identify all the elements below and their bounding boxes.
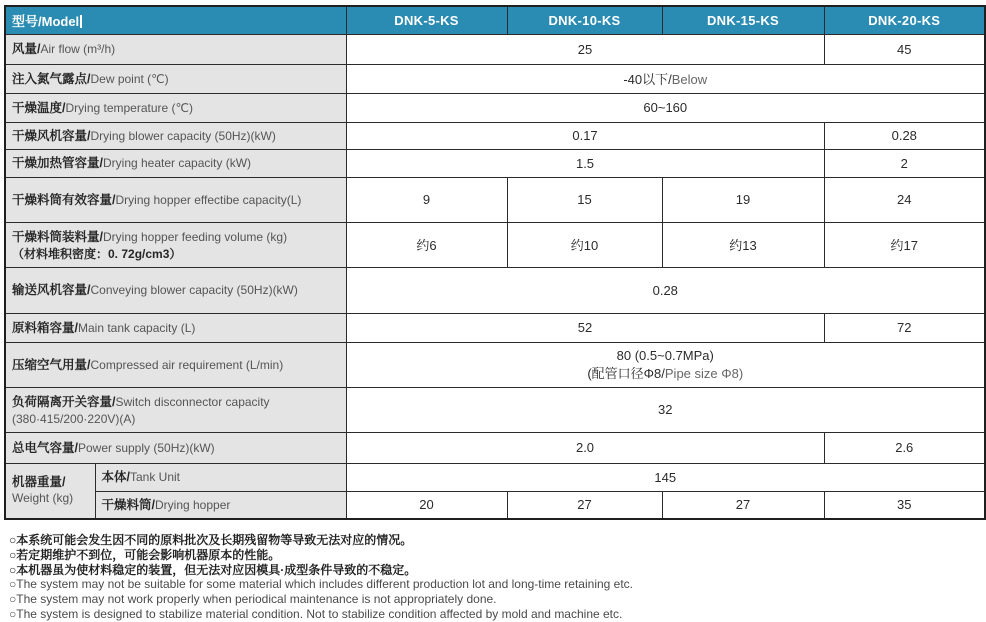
row-label-conveying-blower [5, 267, 346, 313]
value-cell: 约17 [824, 222, 985, 267]
label-en: Drying hopper feeding volume (kg) [102, 230, 288, 244]
label-en: Drying hopper effectibe capacity(L) [115, 192, 302, 207]
value-cell: 19 [662, 177, 824, 222]
row-label-drying-temperature [5, 93, 346, 122]
value-cell: 72 [824, 313, 985, 342]
label-zh: 干燥加热管容量/ [12, 156, 103, 170]
label-zh: 风量/ [12, 42, 41, 56]
label-en: Compressed air requirement (L/min) [90, 357, 284, 372]
value-cell: 2.6 [824, 432, 985, 463]
table-row-drying-temperature [5, 93, 985, 122]
value-line1: 80 (0.5~0.7MPa) [616, 347, 714, 363]
value-line2 [353, 363, 979, 382]
footnotes [9, 533, 984, 622]
value-cell: 60~160 [346, 93, 985, 122]
table-row-weight-drying-hopper [5, 491, 985, 519]
label-en: Weight (kg) [12, 491, 74, 506]
row-label-switch-disconnector [5, 387, 346, 432]
table-row-main-tank [5, 313, 985, 342]
label-zh: 干燥料筒有效容量/ [12, 192, 116, 207]
value-cell: 1.5 [346, 149, 824, 177]
value-cell: 约10 [507, 222, 662, 267]
column-header-dnk-20: DNK-20-KS [824, 6, 985, 34]
table-row-drying-blower [5, 122, 985, 149]
value-cell: 0.28 [824, 122, 985, 149]
value-cell: 24 [824, 177, 985, 222]
label-zh: 注入氮气露点/ [12, 71, 91, 86]
row-label-main-tank [5, 313, 346, 342]
table-row-power-supply [5, 432, 985, 463]
value-main: -40以下/ [623, 72, 672, 87]
table-row-drying-heater [5, 149, 985, 177]
value-cell: 0.17 [346, 122, 824, 149]
footnote: ○The system is designed to stabilize material condition. Not to stabilize condition affected by mold and machine etc. [9, 606, 623, 621]
value-cell: 15 [507, 177, 662, 222]
row-label-hopper-effective [5, 177, 346, 222]
label-en: Conveying blower capacity (50Hz)(kW) [90, 283, 298, 297]
label-zh: 负荷隔离开关容量/ [12, 395, 116, 409]
label-en: Drying blower capacity (50Hz)(kW) [90, 128, 276, 143]
column-header-dnk-10: DNK-10-KS [507, 6, 662, 34]
table-row-hopper-effective [5, 177, 985, 222]
value-cell: 35 [824, 491, 985, 519]
label-zh: 压缩空气用量/ [12, 357, 91, 372]
value-cell: 2 [824, 149, 985, 177]
row-label-dew-point [5, 64, 346, 93]
label-zh: 干燥温度/ [12, 100, 66, 115]
model-header-cell [5, 6, 346, 34]
footnote: ○本系统可能会发生因不同的原料批次及长期残留物等导致无法对应的情况。 [9, 533, 413, 547]
footnote: ○本机器虽为使材料稳定的装置，但无法对应因模具·成型条件导致的不稳定。 [9, 562, 417, 577]
value-sub: Below [671, 72, 708, 87]
spec-sheet [4, 5, 984, 622]
label-en: Power supply (50Hz)(kW) [77, 440, 215, 455]
row-label-weight [5, 463, 95, 519]
label-en: Drying hopper [154, 497, 231, 512]
value-cell: 20 [346, 491, 507, 519]
label-en: Switch disconnector capacity [115, 395, 270, 409]
value-cell [346, 342, 985, 387]
value-cell: 约13 [662, 222, 824, 267]
label-zh: 机器重量/ [12, 475, 66, 490]
value-cell: 9 [346, 177, 507, 222]
column-header-dnk-5: DNK-5-KS [346, 6, 507, 34]
value-cell: 145 [346, 463, 985, 491]
label-en: Drying heater capacity (kW) [102, 156, 252, 170]
row-label-drying-blower [5, 122, 346, 149]
label-zh: 输送风机容量/ [12, 283, 91, 297]
value-line2-en: Pipe size Φ8) [664, 365, 744, 381]
footnote: ○The system may not be suitable for some material which includes different production lot and long-time retaining etc. [9, 577, 634, 592]
sub-label-tank-unit [95, 463, 346, 491]
row-label-power-supply [5, 432, 346, 463]
label-en: Main tank capacity (L) [77, 320, 196, 335]
value-line2-zh: (配管口径Φ8/ [587, 365, 665, 381]
value-cell: 52 [346, 313, 824, 342]
value-cell: 25 [346, 34, 824, 64]
label-en: Air flow (m³/h) [40, 42, 116, 56]
column-header-dnk-15: DNK-15-KS [662, 6, 824, 34]
table-row-feeding-volume [5, 222, 985, 267]
value-cell: 27 [507, 491, 662, 519]
table-row-air-flow [5, 34, 985, 64]
value-cell: 0.28 [346, 267, 985, 313]
table-row-dew-point [5, 64, 985, 93]
header-row [5, 6, 985, 34]
label-zh: 干燥料筒装料量/ [12, 230, 103, 244]
label-line2: (380·415/200·220V)(A) [12, 412, 136, 426]
value-cell: 约6 [346, 222, 507, 267]
table-row-compressed-air [5, 342, 985, 387]
label-zh: 原料箱容量/ [12, 320, 78, 335]
label-en: Tank Unit [129, 470, 181, 484]
value-cell: 2.0 [346, 432, 824, 463]
value-cell: 27 [662, 491, 824, 519]
row-label-drying-heater [5, 149, 346, 177]
row-label-feeding-volume [5, 222, 346, 267]
label-en: Dew point (℃) [90, 71, 169, 86]
label-en: Drying temperature (℃) [65, 100, 193, 115]
table-row-conveying-blower [5, 267, 985, 313]
label-zh: 本体/ [101, 470, 130, 484]
value-cell [346, 64, 985, 93]
value-cell: 45 [824, 34, 985, 64]
text-cursor [80, 15, 82, 28]
label-zh: 干燥风机容量/ [12, 128, 91, 143]
spec-table [4, 5, 986, 520]
footnote: ○若定期维护不到位，可能会影响机器原本的性能。 [9, 547, 281, 562]
footnote: ○The system may not work properly when periodical maintenance is not appropriately done. [9, 592, 497, 607]
model-header-label: 型号/Model [12, 13, 80, 29]
label-zh: 总电气容量/ [12, 440, 78, 455]
table-row-switch-disconnector [5, 387, 985, 432]
table-row-weight-tank-unit [5, 463, 985, 491]
label-zh: 干燥料筒/ [101, 497, 155, 512]
value-cell: 32 [346, 387, 985, 432]
sub-label-drying-hopper [95, 491, 346, 519]
label-line2: （材料堆积密度：0. 72g/cm3） [12, 247, 182, 261]
row-label-air-flow [5, 34, 346, 64]
row-label-compressed-air [5, 342, 346, 387]
